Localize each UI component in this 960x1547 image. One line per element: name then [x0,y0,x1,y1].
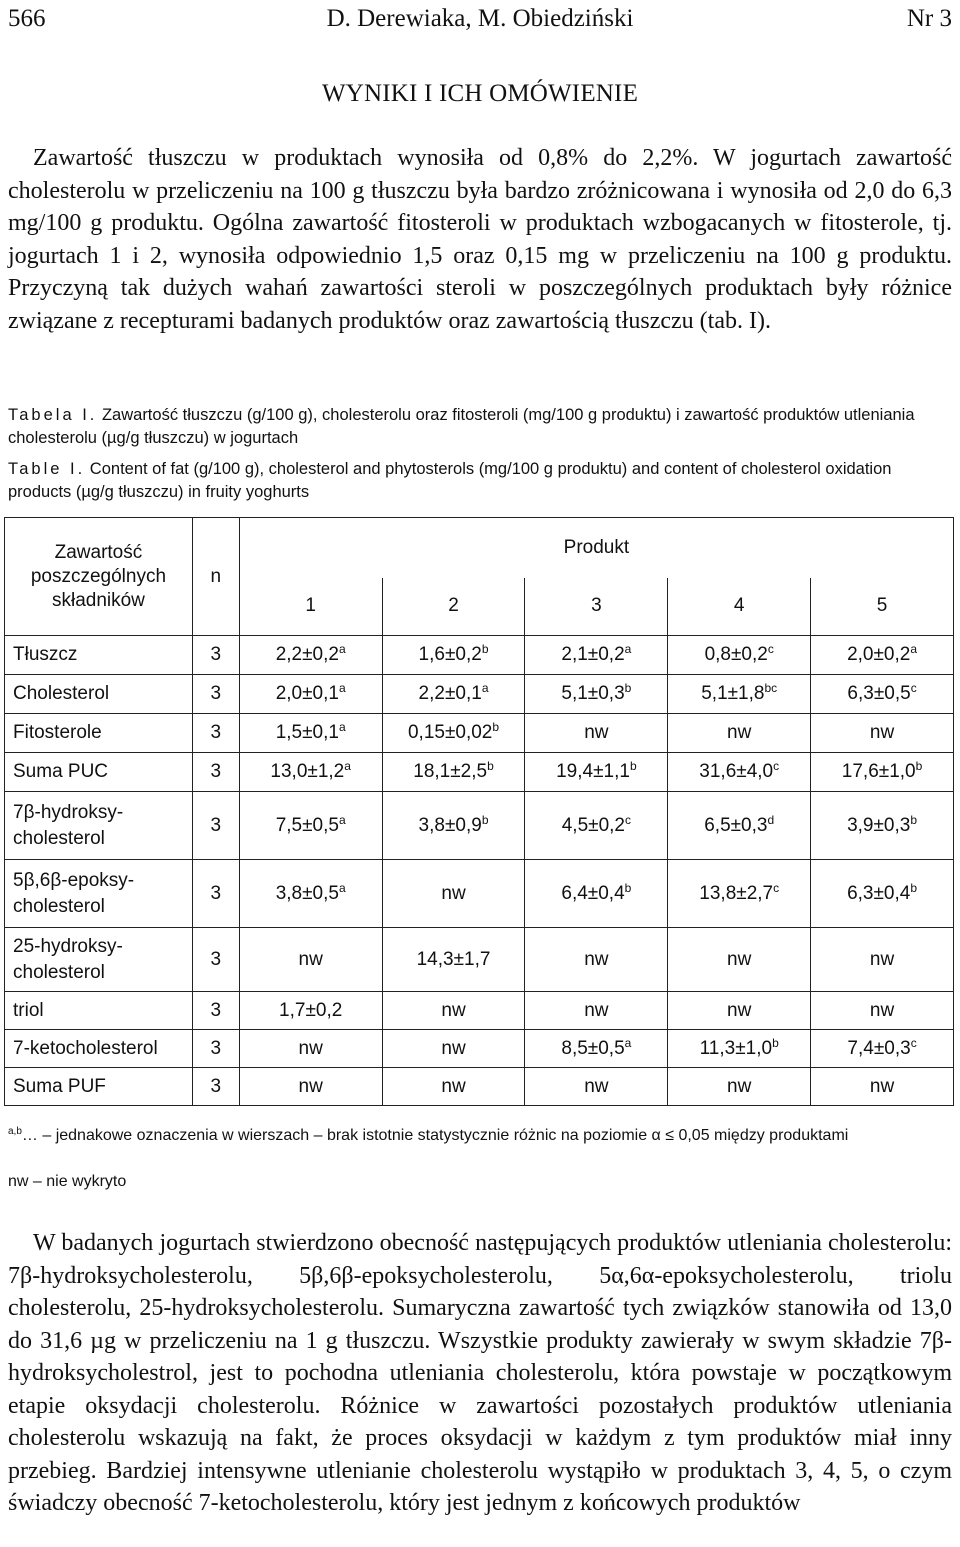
cell-value: 3,8±0,5 [275,882,339,904]
footnote-nw: nw – nie wykryto [8,1173,127,1190]
cell-value: 2,0±0,2 [847,644,911,665]
value-cell [525,636,668,675]
significance-letter: b [487,759,494,773]
value-cell [811,753,954,792]
value-cell [239,636,382,675]
cell-value: 19,4±1,1 [556,761,630,782]
value-cell [668,753,811,792]
cell-value: 13,0±1,2 [270,761,345,782]
value-cell [525,792,668,860]
table-row [5,792,954,860]
value-cell [668,1030,811,1068]
table-row [5,753,954,792]
cell-value: 2,2±0,1 [418,683,482,704]
value-cell [525,992,668,1030]
row-n: 3 [192,636,239,675]
row-component-name: 5β,6β-epoksy-cholesterol [5,860,193,928]
row-component-name: Fitosterole [5,714,193,753]
row-n: 3 [192,675,239,714]
header-component: Zawartość poszczególnych składników [5,518,193,636]
significance-letter: a [481,681,489,695]
cell-value: nw [441,1037,466,1059]
significance-letter: c [773,759,780,773]
value-cell [525,675,668,714]
cell-value: 17,6±1,0 [841,761,916,782]
cell-value: nw [298,1037,323,1059]
cell-value: nw [584,722,609,743]
significance-letter: c [910,681,917,695]
value-cell [382,992,525,1030]
value-cell [382,928,525,992]
cell-value: nw [584,1075,609,1097]
cell-value: nw [441,882,466,904]
value-cell [668,792,811,860]
row-n: 3 [192,860,239,928]
value-cell [382,1068,525,1106]
row-n: 3 [192,753,239,792]
significance-letter: a [624,1035,632,1050]
table-caption-en-text: Content of fat (g/100 g), cholesterol and phytosterols (mg/100 g produktu) and content of cholesterol oxidation products (µg/g tłuszczu) in fruity yoghurts [8,460,892,501]
significance-letter: a [338,720,346,734]
cell-value: nw [869,948,895,970]
cell-value: nw [441,1075,466,1097]
significance-letter: b [481,812,489,827]
table-row [5,860,954,928]
value-cell [239,1068,382,1106]
header-authors: D. Derewiaka, M. Obiedziński [326,5,634,32]
cell-value: 11,3±1,0 [699,1037,773,1059]
significance-letter: c [767,642,774,656]
row-n: 3 [192,714,239,753]
table-caption-pl [8,404,952,450]
significance-letter: a [338,812,346,827]
cell-value: 6,4±0,4 [561,882,625,904]
table-row [5,1068,954,1106]
cell-value: nw [869,722,895,743]
value-cell [239,992,382,1030]
table-caption-pl-text: Zawartość tłuszczu (g/100 g), cholesterolu oraz fitosteroli (mg/100 g produktu) i zawartość produktów utleniania cholesterolu (µg/g tłuszczu) w jogurtach [8,406,915,447]
value-cell [811,675,954,714]
significance-letter: b [915,759,923,773]
cell-value: 4,5±0,2 [561,814,625,836]
cell-value: 14,3±1,7 [416,948,491,970]
significance-letter: a [338,880,346,895]
value-cell [811,928,954,992]
value-cell [382,636,525,675]
header-product: Produkt [239,518,953,578]
cell-value: 3,8±0,9 [418,814,482,836]
product-number: 1 [239,578,382,636]
cell-value: 3,9±0,3 [847,814,911,836]
value-cell [811,1068,954,1106]
significance-letter: b [910,880,918,895]
cell-value: 5,1±1,8 [701,683,765,704]
significance-letter: b [629,759,637,773]
row-component-name: triol [5,992,193,1030]
value-cell [382,792,525,860]
value-cell [668,636,811,675]
significance-letter: c [773,880,780,895]
significance-letter: a [338,642,346,656]
cell-value: nw [727,1075,752,1097]
footnote-marker: a,b [8,1126,22,1137]
product-number: 3 [525,578,668,636]
significance-letter: bc [764,681,778,695]
cell-value: 1,7±0,2 [279,999,343,1021]
footnote-text: … – jednakowe oznaczenia w wierszach – brak istotnie statystycznie różnic na poziomie α ≤ 0,05 między produktami [21,1127,849,1144]
value-cell [525,753,668,792]
significance-letter: b [624,681,632,695]
value-cell [668,675,811,714]
cell-value: 5,1±0,3 [561,683,625,704]
significance-letter: c [910,1035,917,1050]
cell-value: 1,6±0,2 [418,644,482,665]
value-cell [811,1030,954,1068]
value-cell [239,860,382,928]
table-row [5,714,954,753]
cell-value: 2,2±0,2 [275,644,339,665]
significance-letter: a [344,759,351,773]
product-number: 5 [811,578,954,636]
value-cell [382,675,525,714]
value-cell [382,1030,525,1068]
value-cell [811,860,954,928]
cell-value: 1,5±0,1 [275,722,339,743]
cell-value: nw [869,999,895,1021]
cell-value: nw [869,1075,895,1097]
row-n: 3 [192,792,239,860]
value-cell [668,714,811,753]
table-label-en: Table I. [8,460,86,478]
significance-letter: b [624,880,632,895]
value-cell [239,675,382,714]
cell-value: nw [584,999,609,1021]
value-cell [382,860,525,928]
header-n: n [192,518,239,636]
cell-value: 6,3±0,4 [847,882,911,904]
value-cell [811,792,954,860]
cell-value: 6,3±0,5 [847,683,911,704]
row-component-name: 7β-hydroksy-cholesterol [5,792,193,860]
cell-value: nw [441,999,466,1021]
cell-value: 2,0±0,1 [275,683,339,704]
value-cell [811,636,954,675]
cell-value: 31,6±4,0 [699,761,774,782]
table-label-pl: Tabela I. [8,406,98,424]
cell-value: nw [298,948,323,970]
cell-value: nw [727,999,752,1021]
row-n: 3 [192,1030,239,1068]
value-cell [239,1030,382,1068]
product-number: 4 [668,578,811,636]
row-component-name: 7-ketocholesterol [5,1030,193,1068]
row-component-name: 25-hydroksy-cholesterol [5,928,193,992]
value-cell [811,714,954,753]
cell-value: 0,8±0,2 [704,644,768,665]
value-cell [382,753,525,792]
value-cell [668,1068,811,1106]
table-row [5,928,954,992]
results-paragraph: Zawartość tłuszczu w produktach wynosiła od 0,8% do 2,2%. W jogurtach zawartość cholesterolu w przeliczeniu na 100 g tłuszczu była bardzo zróżnicowana i wynosiła od 2,0 do 6,3 mg/100 g produktu. Ogólna zawartość fitosteroli w produktach wzbogacanych w fitosterole, tj. jogurtach 1 i 2, wynosiła odpowiednio 1,5 oraz 0,15 mg w przeliczeniu na 100 g produktu. Przyczyną tak dużych wahań zawartości steroli w poszczególnych produktach były różnice związane z recepturami badanych produktów oraz zawartością tłuszczu (tab. I). [8,145,952,334]
issue-number: Nr 3 [906,5,952,32]
value-cell [382,714,525,753]
value-cell [525,928,668,992]
significance-letter: d [767,812,775,827]
cell-value: nw [727,948,752,970]
significance-letter: b [910,812,918,827]
table-row [5,675,954,714]
table-caption-en [8,458,952,504]
cell-value: 7,5±0,5 [275,814,339,836]
table-row [5,992,954,1030]
section-title: WYNIKI I ICH OMÓWIENIE [321,80,639,107]
discussion-paragraph: W badanych jogurtach stwierdzono obecność następujących produktów utleniania cholesterolu: 7β-hydroksycholesterolu, 5β,6β-epoksycholesterolu, 5α,6α-epoksycholesterolu, triolu cholesterolu, 25-hydroksycholesterolu. Sumaryczna zawartość tych związków stanowiła od 13,0 do 31,6 µg w przeliczeniu na 1 g tłuszczu. Wszystkie produkty zawierały w swym składzie 7β-hydroksycholestrol, jest to pochodna utleniania cholesterolu, która powstaje w początkowym etapie oksydacji cholesterolu. Różnice w zawartości pozostałych produktów utleniania cholesterolu wskazują na fakt, że proces oksydacji w każdym z tym produktów miał inny przebieg. Bardziej intensywne utlenianie cholesterolu wystąpiło w produktach 3, 4, 5, o czym świadczy obecność 7-ketocholesterolu, który jest jednym z końcowych produktów [8,1230,952,1516]
row-n: 3 [192,1068,239,1106]
cell-value: 6,5±0,3 [704,814,768,836]
table-row [5,636,954,675]
row-component-name: Suma PUF [5,1068,193,1106]
table-row [5,1030,954,1068]
product-number: 2 [382,578,525,636]
value-cell [525,1030,668,1068]
significance-letter: b [492,720,500,734]
value-cell [525,860,668,928]
cell-value: 0,15±0,02 [407,722,493,743]
cell-value: 8,5±0,5 [561,1037,625,1059]
row-n: 3 [192,992,239,1030]
cell-value: 18,1±2,5 [413,761,488,782]
value-cell [668,992,811,1030]
significance-letter: b [481,642,489,656]
cell-value: 13,8±2,7 [699,882,774,904]
cell-value: 2,1±0,2 [561,644,625,665]
value-cell [239,928,382,992]
significance-letter: b [772,1035,779,1050]
significance-letter: a [910,642,918,656]
row-component-name: Cholesterol [5,675,193,714]
results-table [4,517,954,1106]
cell-value: nw [727,722,752,743]
footnote-significance [8,1124,952,1147]
cell-value: nw [298,1075,323,1097]
value-cell [811,992,954,1030]
value-cell [668,928,811,992]
value-cell [525,1068,668,1106]
running-header [8,2,952,36]
significance-letter: a [624,642,632,656]
cell-value: 7,4±0,3 [847,1037,911,1059]
significance-letter: a [338,681,346,695]
cell-value: nw [584,948,609,970]
row-component-name: Suma PUC [5,753,193,792]
value-cell [239,792,382,860]
value-cell [668,860,811,928]
row-component-name: Tłuszcz [5,636,193,675]
page-number: 566 [8,5,46,32]
significance-letter: c [625,812,631,827]
value-cell [239,753,382,792]
row-n: 3 [192,928,239,992]
value-cell [239,714,382,753]
value-cell [525,714,668,753]
